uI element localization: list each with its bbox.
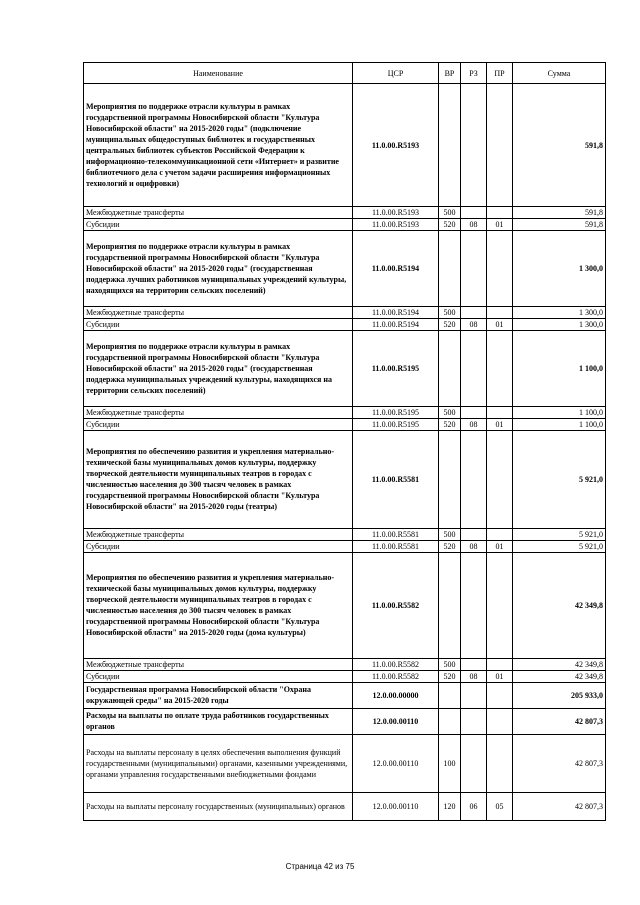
cell-csr: 11.0.00.R5194	[353, 319, 439, 331]
cell-rz	[461, 735, 487, 793]
cell-sum: 1 300,0	[513, 231, 606, 307]
cell-name: Мероприятия по обеспечению развития и укрепления материально-технической базы муниципальных домов культуры, поддержку творческой деятельности муниципальных театров в городах с численностью населения до 300 тысяч человек в рамках государственной программы Новосибирской области "Культура Новосибирской области" на 2015-2020 годы (театры)	[84, 431, 353, 529]
cell-csr: 11.0.00.R5195	[353, 331, 439, 407]
budget-table	[83, 62, 606, 821]
cell-name: Субсидии	[84, 219, 353, 231]
cell-name: Расходы на выплаты по оплате труда работников государственных органов	[84, 709, 353, 735]
cell-csr: 11.0.00.R5195	[353, 407, 439, 419]
cell-vr: 520	[439, 419, 461, 431]
cell-pr	[487, 683, 513, 709]
cell-vr: 520	[439, 219, 461, 231]
cell-sum: 591,8	[513, 219, 606, 231]
cell-pr: 01	[487, 419, 513, 431]
cell-csr: 12.0.00.00110	[353, 793, 439, 821]
cell-csr: 11.0.00.R5581	[353, 529, 439, 541]
cell-csr: 11.0.00.R5582	[353, 659, 439, 671]
cell-name: Мероприятия по поддержке отрасли культуры в рамках государственной программы Новосибирской области "Культура Новосибирской области" на 2015-2020 годы" (подключение муниципальных общедоступных библиотек и государственных центральных библиотек субъектов Российской Федерации к информационно-телекоммуникационной сети «Интернет» и развитие библиотечного дела с учетом задачи расширения информационных технологий и оцифровки)	[84, 84, 353, 207]
header-row	[84, 63, 606, 84]
cell-rz	[461, 683, 487, 709]
table-row	[84, 671, 606, 683]
cell-vr: 520	[439, 541, 461, 553]
cell-vr	[439, 331, 461, 407]
header-sum: Сумма	[513, 63, 606, 84]
cell-rz: 08	[461, 319, 487, 331]
cell-csr: 11.0.00.R5194	[353, 231, 439, 307]
cell-rz: 08	[461, 541, 487, 553]
cell-sum: 1 100,0	[513, 419, 606, 431]
cell-name: Расходы на выплаты персоналу государственных (муниципальных) органов	[84, 793, 353, 821]
header-vr: ВР	[439, 63, 461, 84]
cell-sum: 205 933,0	[513, 683, 606, 709]
cell-pr	[487, 659, 513, 671]
cell-csr: 11.0.00.R5193	[353, 207, 439, 219]
cell-sum: 591,8	[513, 84, 606, 207]
cell-name: Межбюджетные трансферты	[84, 529, 353, 541]
cell-name: Мероприятия по поддержке отрасли культуры в рамках государственной программы Новосибирской области "Культура Новосибирской области" на 2015-2020 годы" (государственная поддержка муниципальных учреждений культуры, находящихся на территории сельских поселений)	[84, 331, 353, 407]
cell-pr	[487, 207, 513, 219]
table-row	[84, 84, 606, 207]
cell-csr: 11.0.00.R5193	[353, 84, 439, 207]
cell-name: Субсидии	[84, 319, 353, 331]
cell-sum: 1 100,0	[513, 331, 606, 407]
cell-vr	[439, 431, 461, 529]
cell-rz	[461, 231, 487, 307]
cell-name: Мероприятия по обеспечению развития и укрепления материально-технической базы муниципальных домов культуры, поддержку творческой деятельности муниципальных театров в городах с численностью населения до 300 тысяч человек в рамках государственной программы Новосибирской области "Культура Новосибирской области" на 2015-2020 годы (дома культуры)	[84, 553, 353, 659]
cell-rz	[461, 307, 487, 319]
cell-vr: 500	[439, 307, 461, 319]
table-row	[84, 307, 606, 319]
cell-csr: 12.0.00.00000	[353, 683, 439, 709]
cell-name: Государственная программа Новосибирской области "Охрана окружающей среды" на 2015-2020 годы	[84, 683, 353, 709]
cell-pr: 01	[487, 319, 513, 331]
cell-vr: 500	[439, 529, 461, 541]
cell-sum: 1 300,0	[513, 307, 606, 319]
cell-rz	[461, 659, 487, 671]
table-row	[84, 319, 606, 331]
cell-vr	[439, 683, 461, 709]
cell-vr: 520	[439, 671, 461, 683]
cell-csr: 12.0.00.00110	[353, 735, 439, 793]
cell-csr: 11.0.00.R5193	[353, 219, 439, 231]
cell-pr	[487, 407, 513, 419]
cell-pr	[487, 529, 513, 541]
cell-sum: 5 921,0	[513, 541, 606, 553]
cell-vr	[439, 84, 461, 207]
cell-rz: 08	[461, 419, 487, 431]
cell-rz	[461, 709, 487, 735]
cell-name: Субсидии	[84, 541, 353, 553]
table-row	[84, 735, 606, 793]
cell-vr: 520	[439, 319, 461, 331]
cell-name: Межбюджетные трансферты	[84, 207, 353, 219]
cell-sum: 1 100,0	[513, 407, 606, 419]
cell-sum: 5 921,0	[513, 431, 606, 529]
cell-rz	[461, 84, 487, 207]
cell-pr	[487, 331, 513, 407]
cell-pr	[487, 735, 513, 793]
cell-rz	[461, 207, 487, 219]
cell-vr	[439, 709, 461, 735]
header-rz: РЗ	[461, 63, 487, 84]
cell-name: Расходы на выплаты персоналу в целях обеспечения выполнения функций государственными (муниципальными) органами, казенными учреждениями, органами управления государственными внебюджетными фондами	[84, 735, 353, 793]
cell-pr: 01	[487, 541, 513, 553]
cell-csr: 11.0.00.R5581	[353, 431, 439, 529]
table-row	[84, 231, 606, 307]
cell-pr: 01	[487, 671, 513, 683]
cell-sum: 42 349,8	[513, 659, 606, 671]
cell-name: Субсидии	[84, 419, 353, 431]
cell-pr	[487, 307, 513, 319]
header-pr: ПР	[487, 63, 513, 84]
cell-sum: 42 807,3	[513, 735, 606, 793]
cell-csr: 11.0.00.R5195	[353, 419, 439, 431]
cell-vr: 120	[439, 793, 461, 821]
cell-rz	[461, 529, 487, 541]
table-row	[84, 219, 606, 231]
cell-csr: 11.0.00.R5582	[353, 671, 439, 683]
cell-rz	[461, 431, 487, 529]
cell-vr: 100	[439, 735, 461, 793]
cell-sum: 5 921,0	[513, 529, 606, 541]
cell-pr	[487, 431, 513, 529]
table-row	[84, 419, 606, 431]
cell-vr: 500	[439, 207, 461, 219]
cell-vr	[439, 553, 461, 659]
cell-csr: 11.0.00.R5581	[353, 541, 439, 553]
cell-name: Мероприятия по поддержке отрасли культуры в рамках государственной программы Новосибирской области "Культура Новосибирской области" на 2015-2020 годы" (государственная поддержка лучших работников муниципальных учреждений культуры, находящихся на территории сельских поселений)	[84, 231, 353, 307]
cell-pr: 01	[487, 219, 513, 231]
cell-pr	[487, 709, 513, 735]
cell-vr: 500	[439, 407, 461, 419]
cell-rz	[461, 331, 487, 407]
table-row	[84, 683, 606, 709]
cell-rz: 08	[461, 219, 487, 231]
cell-name: Межбюджетные трансферты	[84, 307, 353, 319]
cell-vr: 500	[439, 659, 461, 671]
cell-pr	[487, 231, 513, 307]
table-row	[84, 407, 606, 419]
cell-pr	[487, 553, 513, 659]
cell-pr: 05	[487, 793, 513, 821]
cell-sum: 42 807,3	[513, 709, 606, 735]
cell-pr	[487, 84, 513, 207]
cell-csr: 11.0.00.R5194	[353, 307, 439, 319]
table-row	[84, 553, 606, 659]
table-row	[84, 659, 606, 671]
cell-csr: 11.0.00.R5582	[353, 553, 439, 659]
table-row	[84, 207, 606, 219]
cell-sum: 42 349,8	[513, 553, 606, 659]
cell-sum: 42 807,3	[513, 793, 606, 821]
table-row	[84, 541, 606, 553]
table-row	[84, 331, 606, 407]
cell-csr: 12.0.00.00110	[353, 709, 439, 735]
cell-rz: 06	[461, 793, 487, 821]
table-row	[84, 529, 606, 541]
cell-vr	[439, 231, 461, 307]
cell-rz	[461, 553, 487, 659]
cell-name: Межбюджетные трансферты	[84, 407, 353, 419]
header-name: Наименование	[84, 63, 353, 84]
page-number: Страница 42 из 75	[285, 862, 355, 871]
header-csr: ЦСР	[353, 63, 439, 84]
cell-rz	[461, 407, 487, 419]
table-row	[84, 793, 606, 821]
table-row	[84, 431, 606, 529]
cell-sum: 591,8	[513, 207, 606, 219]
table-row	[84, 709, 606, 735]
cell-rz: 08	[461, 671, 487, 683]
cell-sum: 1 300,0	[513, 319, 606, 331]
cell-name: Субсидии	[84, 671, 353, 683]
cell-sum: 42 349,8	[513, 671, 606, 683]
cell-name: Межбюджетные трансферты	[84, 659, 353, 671]
